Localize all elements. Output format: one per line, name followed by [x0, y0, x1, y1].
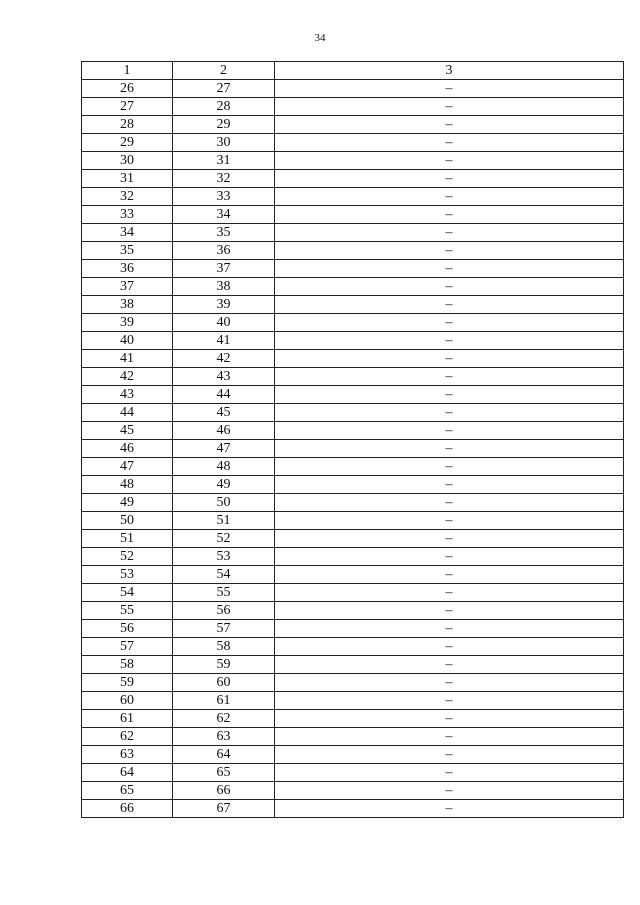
table-row — [82, 656, 624, 674]
table-cell-col2: 30 — [173, 134, 275, 152]
table-cell-col3: – — [275, 386, 624, 404]
table-row — [82, 584, 624, 602]
table-row — [82, 188, 624, 206]
table-cell-col3: – — [275, 494, 624, 512]
table-cell-col1: 51 — [82, 530, 173, 548]
table-cell-col1: 35 — [82, 242, 173, 260]
table-cell-col1: 49 — [82, 494, 173, 512]
table-row — [82, 404, 624, 422]
table-row — [82, 134, 624, 152]
table-cell-col1: 38 — [82, 296, 173, 314]
table-row — [82, 674, 624, 692]
table-row — [82, 170, 624, 188]
table-row — [82, 260, 624, 278]
table-cell-col2: 62 — [173, 710, 275, 728]
table-row — [82, 566, 624, 584]
table-cell-col1: 36 — [82, 260, 173, 278]
column-header-3: 3 — [275, 62, 624, 80]
table-cell-col3: – — [275, 656, 624, 674]
table-row — [82, 728, 624, 746]
table-cell-col1: 32 — [82, 188, 173, 206]
table-cell-col2: 47 — [173, 440, 275, 458]
table-cell-col3: – — [275, 296, 624, 314]
table-cell-col2: 66 — [173, 782, 275, 800]
table-cell-col3: – — [275, 368, 624, 386]
table-cell-col1: 59 — [82, 674, 173, 692]
table-header — [82, 62, 624, 80]
table-cell-col3: – — [275, 710, 624, 728]
table-cell-col1: 56 — [82, 620, 173, 638]
table-cell-col2: 59 — [173, 656, 275, 674]
table-cell-col2: 45 — [173, 404, 275, 422]
table-cell-col2: 56 — [173, 602, 275, 620]
table-cell-col1: 48 — [82, 476, 173, 494]
table-cell-col3: – — [275, 782, 624, 800]
table-cell-col3: – — [275, 692, 624, 710]
table-cell-col3: – — [275, 98, 624, 116]
table-row — [82, 350, 624, 368]
table-cell-col2: 48 — [173, 458, 275, 476]
table-cell-col2: 49 — [173, 476, 275, 494]
table-cell-col1: 27 — [82, 98, 173, 116]
table-cell-col1: 46 — [82, 440, 173, 458]
table-cell-col1: 55 — [82, 602, 173, 620]
table-cell-col3: – — [275, 278, 624, 296]
table-cell-col3: – — [275, 422, 624, 440]
table-cell-col1: 66 — [82, 800, 173, 818]
table-cell-col1: 41 — [82, 350, 173, 368]
table-cell-col1: 28 — [82, 116, 173, 134]
table-cell-col3: – — [275, 674, 624, 692]
table-cell-col3: – — [275, 224, 624, 242]
table-cell-col3: – — [275, 188, 624, 206]
table-cell-col1: 29 — [82, 134, 173, 152]
table-row — [82, 710, 624, 728]
table-cell-col1: 60 — [82, 692, 173, 710]
table-cell-col2: 60 — [173, 674, 275, 692]
column-header-2: 2 — [173, 62, 275, 80]
data-table — [81, 61, 624, 818]
table-cell-col2: 31 — [173, 152, 275, 170]
table-cell-col2: 55 — [173, 584, 275, 602]
table-body — [82, 80, 624, 818]
table-cell-col1: 37 — [82, 278, 173, 296]
table-cell-col1: 62 — [82, 728, 173, 746]
table-cell-col2: 28 — [173, 98, 275, 116]
table-cell-col1: 45 — [82, 422, 173, 440]
table-cell-col1: 26 — [82, 80, 173, 98]
table-row — [82, 800, 624, 818]
table-cell-col3: – — [275, 80, 624, 98]
table-cell-col3: – — [275, 512, 624, 530]
data-table-container — [81, 61, 623, 818]
table-cell-col1: 44 — [82, 404, 173, 422]
table-cell-col2: 43 — [173, 368, 275, 386]
table-cell-col2: 33 — [173, 188, 275, 206]
table-cell-col2: 50 — [173, 494, 275, 512]
table-cell-col1: 61 — [82, 710, 173, 728]
table-cell-col2: 38 — [173, 278, 275, 296]
table-cell-col1: 43 — [82, 386, 173, 404]
table-cell-col1: 53 — [82, 566, 173, 584]
table-row — [82, 692, 624, 710]
table-cell-col1: 64 — [82, 764, 173, 782]
table-row — [82, 494, 624, 512]
table-cell-col3: – — [275, 602, 624, 620]
table-cell-col2: 44 — [173, 386, 275, 404]
table-cell-col2: 34 — [173, 206, 275, 224]
table-cell-col3: – — [275, 206, 624, 224]
table-row — [82, 296, 624, 314]
table-row — [82, 386, 624, 404]
table-row — [82, 278, 624, 296]
table-cell-col3: – — [275, 260, 624, 278]
table-cell-col2: 57 — [173, 620, 275, 638]
table-row — [82, 242, 624, 260]
table-cell-col3: – — [275, 620, 624, 638]
table-cell-col3: – — [275, 746, 624, 764]
table-cell-col2: 61 — [173, 692, 275, 710]
table-cell-col3: – — [275, 332, 624, 350]
table-cell-col3: – — [275, 530, 624, 548]
table-cell-col1: 34 — [82, 224, 173, 242]
table-cell-col2: 32 — [173, 170, 275, 188]
table-cell-col3: – — [275, 116, 624, 134]
table-row — [82, 80, 624, 98]
table-row — [82, 620, 624, 638]
table-cell-col1: 47 — [82, 458, 173, 476]
table-cell-col3: – — [275, 170, 624, 188]
table-cell-col3: – — [275, 800, 624, 818]
table-row — [82, 152, 624, 170]
table-cell-col1: 65 — [82, 782, 173, 800]
column-header-1: 1 — [82, 62, 173, 80]
table-cell-col2: 35 — [173, 224, 275, 242]
table-cell-col3: – — [275, 350, 624, 368]
table-cell-col2: 51 — [173, 512, 275, 530]
table-cell-col2: 67 — [173, 800, 275, 818]
table-cell-col3: – — [275, 314, 624, 332]
table-cell-col2: 58 — [173, 638, 275, 656]
table-row — [82, 548, 624, 566]
table-cell-col1: 39 — [82, 314, 173, 332]
table-row — [82, 206, 624, 224]
table-cell-col2: 53 — [173, 548, 275, 566]
table-cell-col1: 58 — [82, 656, 173, 674]
table-row — [82, 764, 624, 782]
table-row — [82, 530, 624, 548]
table-row — [82, 332, 624, 350]
table-cell-col1: 31 — [82, 170, 173, 188]
table-cell-col3: – — [275, 458, 624, 476]
table-cell-col1: 54 — [82, 584, 173, 602]
table-cell-col3: – — [275, 476, 624, 494]
table-cell-col1: 63 — [82, 746, 173, 764]
table-cell-col2: 46 — [173, 422, 275, 440]
table-cell-col3: – — [275, 638, 624, 656]
header-row — [82, 62, 624, 80]
table-row — [82, 224, 624, 242]
table-cell-col2: 41 — [173, 332, 275, 350]
table-cell-col1: 30 — [82, 152, 173, 170]
table-cell-col2: 37 — [173, 260, 275, 278]
table-row — [82, 116, 624, 134]
table-row — [82, 512, 624, 530]
table-cell-col2: 64 — [173, 746, 275, 764]
table-row — [82, 458, 624, 476]
table-row — [82, 440, 624, 458]
table-cell-col3: – — [275, 134, 624, 152]
table-cell-col1: 33 — [82, 206, 173, 224]
table-cell-col3: – — [275, 440, 624, 458]
table-row — [82, 638, 624, 656]
table-cell-col1: 52 — [82, 548, 173, 566]
table-cell-col2: 40 — [173, 314, 275, 332]
table-cell-col3: – — [275, 566, 624, 584]
table-cell-col2: 65 — [173, 764, 275, 782]
table-cell-col3: – — [275, 584, 624, 602]
table-cell-col3: – — [275, 764, 624, 782]
table-row — [82, 368, 624, 386]
table-cell-col2: 39 — [173, 296, 275, 314]
table-cell-col1: 57 — [82, 638, 173, 656]
table-row — [82, 422, 624, 440]
table-row — [82, 98, 624, 116]
table-cell-col3: – — [275, 728, 624, 746]
table-cell-col2: 29 — [173, 116, 275, 134]
table-cell-col2: 63 — [173, 728, 275, 746]
table-row — [82, 314, 624, 332]
table-cell-col3: – — [275, 242, 624, 260]
table-row — [82, 476, 624, 494]
table-cell-col3: – — [275, 548, 624, 566]
table-row — [82, 602, 624, 620]
table-cell-col2: 42 — [173, 350, 275, 368]
table-cell-col2: 54 — [173, 566, 275, 584]
table-cell-col2: 36 — [173, 242, 275, 260]
table-cell-col2: 27 — [173, 80, 275, 98]
table-cell-col2: 52 — [173, 530, 275, 548]
table-cell-col1: 40 — [82, 332, 173, 350]
table-cell-col1: 42 — [82, 368, 173, 386]
table-row — [82, 746, 624, 764]
table-cell-col3: – — [275, 152, 624, 170]
page-number: 34 — [314, 32, 326, 44]
table-cell-col3: – — [275, 404, 624, 422]
table-row — [82, 782, 624, 800]
table-cell-col1: 50 — [82, 512, 173, 530]
